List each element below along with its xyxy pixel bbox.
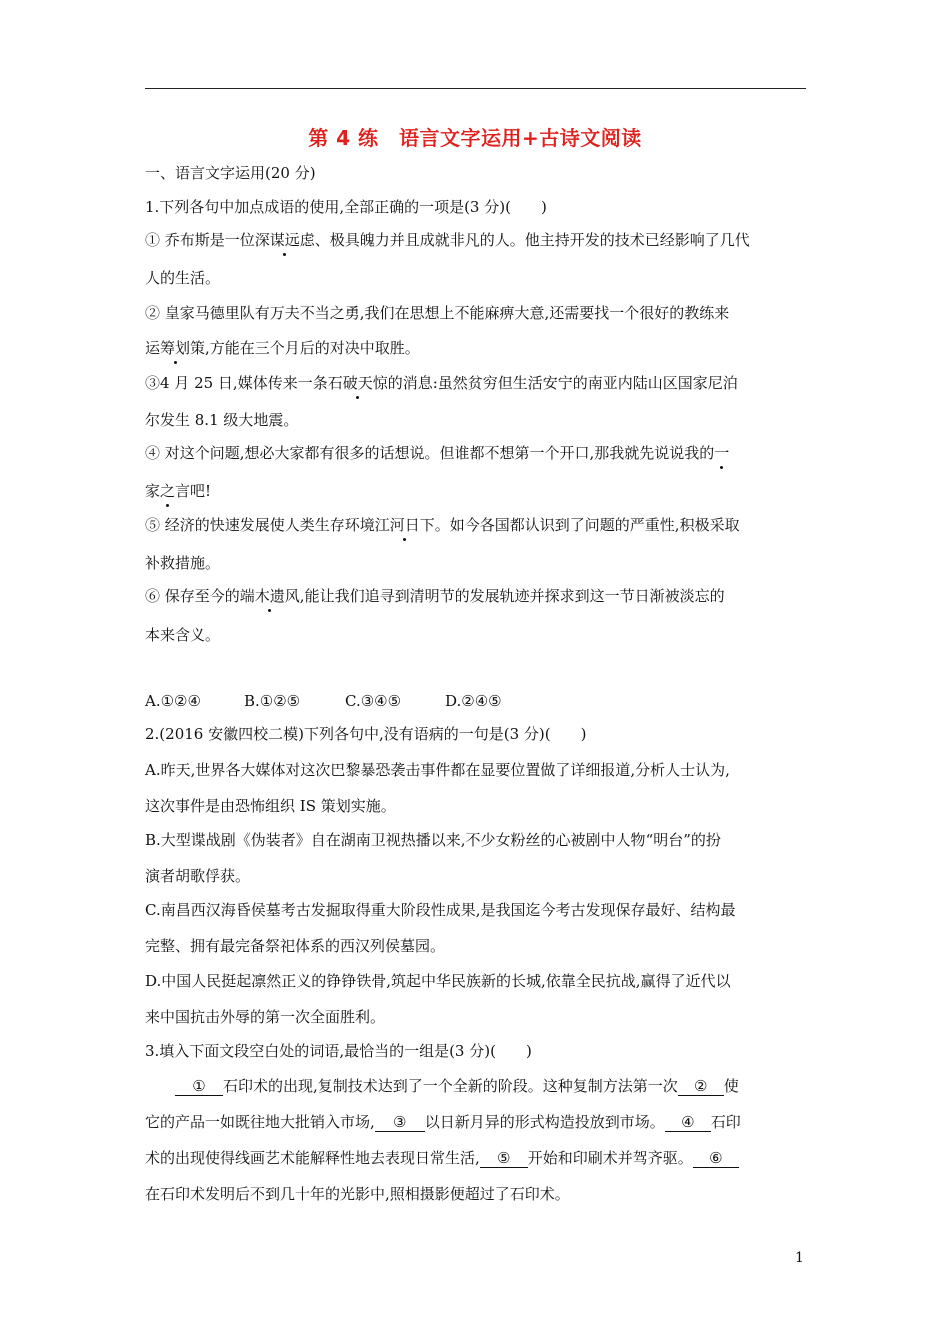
dotted-idiom: 深谋远虑 xyxy=(254,231,315,249)
q2-option-a: A.昨天,世界各大媒体对这次巴黎暴恐袭击事件都在显要位置做了详细报道,分析人士认为, xyxy=(145,761,730,779)
fill-blank[interactable]: ⑤ xyxy=(480,1149,528,1168)
q3-passage-line-4: 在石印术发明后不到几十年的光影中,照相摄影便超过了石印术。 xyxy=(145,1185,570,1203)
q2-option-b-cont: 演者胡歌俘获。 xyxy=(145,867,251,885)
q2-option-b: B.大型谍战剧《伪装者》自在湖南卫视热播以来,不少女粉丝的心被剧中人物“明台”的扮 xyxy=(145,831,721,849)
dotted-idiom: 端木遗风 xyxy=(239,587,300,605)
q2-option-c-cont: 完整、拥有最完备祭祀体系的西汉列侯墓园。 xyxy=(145,937,446,955)
q1-sentence-4-cont: 家之言吧! xyxy=(145,482,212,500)
fill-blank[interactable]: ③ xyxy=(375,1113,425,1132)
q2-stem: 2.(2016 安徽四校二模)下列各句中,没有语病的一句是(3 分)( ) xyxy=(145,725,587,743)
q1-sentence-1-cont: 人的生活。 xyxy=(145,269,221,287)
q1-sentence-4: ④ 对这个问题,想必大家都有很多的话想说。但谁都不想第一个开口,那我就先说说我的一 xyxy=(145,444,730,462)
q1-sentence-6-cont: 本来含义。 xyxy=(145,626,221,644)
q1-sentence-3-cont: 尔发生 8.1 级大地震。 xyxy=(145,411,299,429)
q2-option-d-cont: 来中国抗击外辱的第一次全面胜利。 xyxy=(145,1008,386,1026)
q2-option-a-cont: 这次事件是由恐怖组织 IS 策划实施。 xyxy=(145,797,396,815)
dotted-idiom: 家之言 xyxy=(145,482,191,500)
fill-blank[interactable]: ④ xyxy=(665,1113,711,1132)
option-d[interactable]: D.②④⑤ xyxy=(445,692,502,710)
option-c[interactable]: C.③④⑤ xyxy=(345,692,402,710)
header-rule xyxy=(145,88,806,89)
fill-blank[interactable]: ② xyxy=(678,1077,724,1096)
q1-sentence-5: ⑤ 经济的快速发展使人类生存环境江河日下。如今各国都认识到了问题的严重性,积极采取 xyxy=(145,516,740,534)
dotted-idiom: 一 xyxy=(714,444,730,462)
q3-passage-line-3: 术的出现使得线画艺术能解释性地去表现日常生活, ⑤ 开始和印刷术并驾齐驱。 ⑥ xyxy=(145,1148,739,1168)
q2-option-d: D.中国人民挺起凛然正义的铮铮铁骨,筑起中华民族新的长城,依靠全民抗战,赢得了近代以 xyxy=(145,972,731,990)
q1-sentence-2-cont: 运筹划策,方能在三个月后的对决中取胜。 xyxy=(145,339,420,357)
option-a[interactable]: A.①②④ xyxy=(145,692,201,710)
dotted-idiom: 江河日下 xyxy=(374,516,435,534)
q1-options xyxy=(145,691,502,711)
q3-passage-line-2: 它的产品一如既往地大批销入市场, ③ 以日新月异的形式构造投放到市场。 ④ 石印 xyxy=(145,1113,741,1131)
q1-sentence-5-cont: 补救措施。 xyxy=(145,554,221,572)
dotted-idiom: 运筹划策 xyxy=(145,339,206,357)
page-title: 第 4 练 语言文字运用+古诗文阅读 xyxy=(308,126,642,150)
q3-stem: 3.填入下面文段空白处的词语,最恰当的一组是(3 分)( ) xyxy=(145,1042,532,1060)
fill-blank[interactable]: ① xyxy=(175,1077,223,1096)
dotted-idiom: 石破天惊 xyxy=(327,374,388,392)
q1-sentence-3: ③4 月 25 日,媒体传来一条石破天惊的消息:虽然贫穷但生活安宁的南亚内陆山区国家尼泊 xyxy=(145,374,738,392)
page-number: 1 xyxy=(795,1250,804,1266)
q1-sentence-2: ② 皇家马德里队有万夫不当之勇,我们在思想上不能麻痹大意,还需要找一个很好的教练来 xyxy=(145,304,730,322)
q3-passage-line-1: ① 石印术的出现,复制技术达到了一个全新的阶段。这种复制方法第一次 ② 使 xyxy=(175,1076,739,1096)
q1-stem: 1.下列各句中加点成语的使用,全部正确的一项是(3 分)( ) xyxy=(145,198,547,216)
section-heading: 一、语言文字运用(20 分) xyxy=(145,164,316,182)
q2-option-c: C.南昌西汉海昏侯墓考古发掘取得重大阶段性成果,是我国迄今考古发现保存最好、结构最 xyxy=(145,901,736,919)
fill-blank[interactable]: ⑥ xyxy=(693,1149,739,1168)
q1-sentence-1: ① 乔布斯是一位深谋远虑、极具魄力并且成就非凡的人。他主持开发的技术已经影响了几代 xyxy=(145,231,750,249)
option-b[interactable]: B.①②⑤ xyxy=(244,692,301,710)
q1-sentence-6: ⑥ 保存至今的端木遗风,能让我们追寻到清明节的发展轨迹并探求到这一节日渐被淡忘的 xyxy=(145,587,725,605)
